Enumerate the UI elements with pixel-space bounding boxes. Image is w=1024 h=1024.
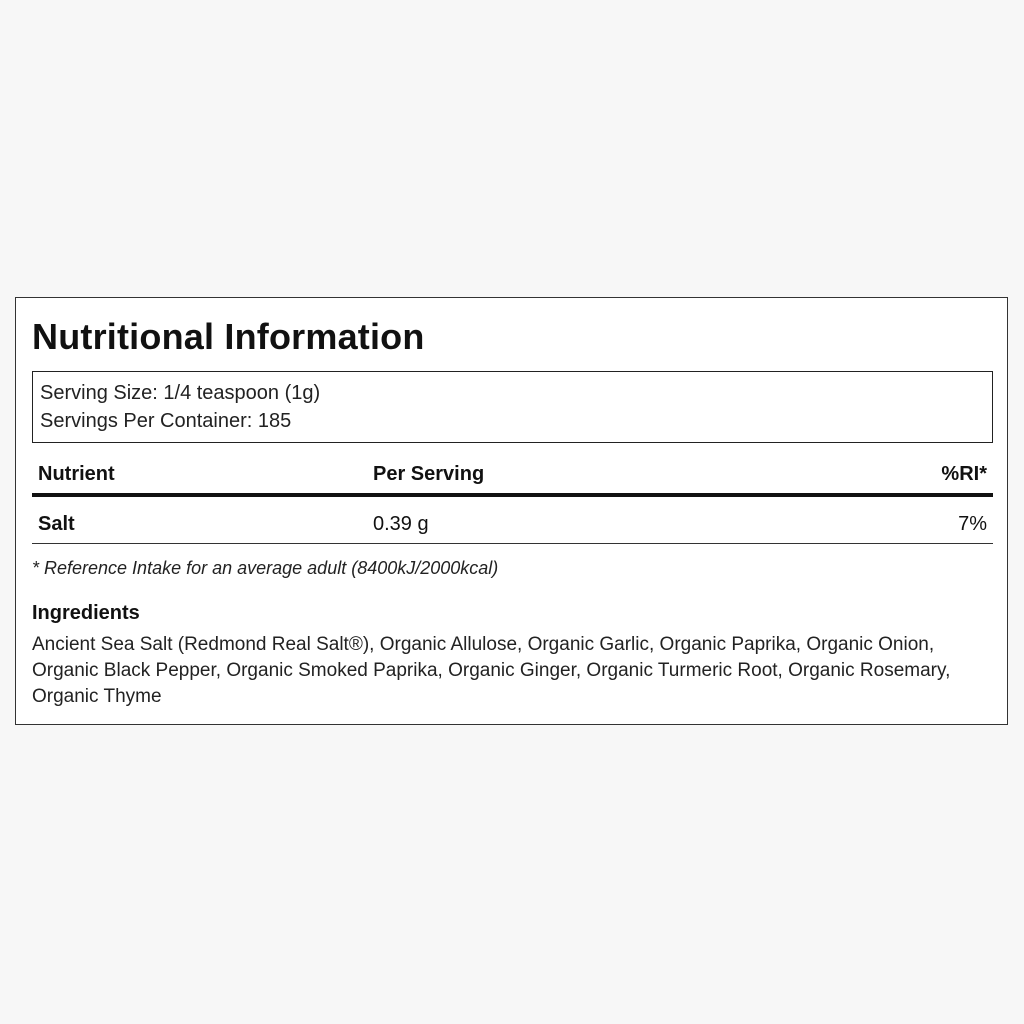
table-row (32, 497, 993, 544)
ingredients-list: Ancient Sea Salt (Redmond Real Salt®), Organic Allulose, Organic Garlic, Organic Paprika, Organic Onion, Organic Black Pepper, Organic Smoked Paprika, Organic Ginger, Organic Turmeric Root, Organic Rosemary, Organic Thyme (32, 634, 951, 707)
nutrition-label (15, 297, 1008, 725)
nutrient-per-serving: 0.39 g (373, 513, 429, 535)
header-nutrient: Nutrient (38, 463, 115, 485)
servings-per-container: Servings Per Container: 185 (40, 410, 292, 432)
nutrient-table-header (32, 457, 993, 497)
serving-size: Serving Size: 1/4 teaspoon (1g) (40, 382, 321, 404)
label-title: Nutritional Information (32, 316, 425, 357)
serving-info-box (32, 371, 993, 443)
ingredients-heading: Ingredients (32, 602, 140, 624)
reference-intake-footnote: * Reference Intake for an average adult (8400kJ/2000kcal) (32, 558, 499, 578)
header-per-serving: Per Serving (373, 463, 485, 485)
header-ri: %RI* (941, 463, 987, 485)
nutrient-name: Salt (38, 513, 75, 535)
nutrient-table (32, 457, 993, 544)
nutrient-ri: 7% (958, 513, 987, 535)
